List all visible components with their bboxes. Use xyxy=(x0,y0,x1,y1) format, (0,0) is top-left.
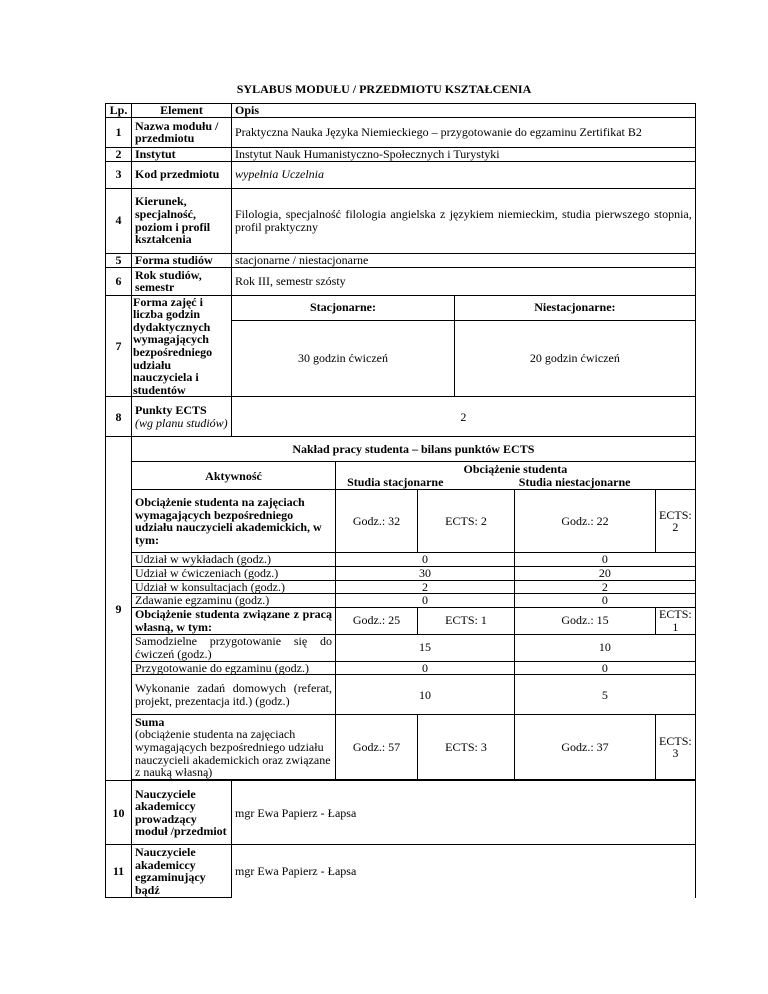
row-number: 10 xyxy=(106,781,132,845)
table-row xyxy=(106,161,696,188)
niestacjonarne-header: Niestacjonarne: xyxy=(455,295,696,320)
contact-item-stac: 2 xyxy=(336,580,515,594)
contact-item-label: Zdawanie egzaminu (godz.) xyxy=(132,594,336,608)
row-element: Nazwa modułu / przedmiotu xyxy=(132,117,232,147)
ects-label: Punkty ECTS xyxy=(135,403,207,418)
niestac-godz: Godz.: 37 xyxy=(515,715,656,780)
niestac-ects: ECTS: 2 xyxy=(656,490,696,553)
header-lp: Lp. xyxy=(106,104,132,118)
self-item-label: Samodzielne przygotowanie się do ćwiczeń (godz.) xyxy=(132,634,336,661)
row-element: Instytut xyxy=(132,147,232,161)
row-number: 4 xyxy=(106,188,132,253)
row-opis: stacjonarne / niestacjonarne xyxy=(232,253,696,267)
suma-cell xyxy=(132,715,336,780)
workload-row xyxy=(106,634,696,661)
table-row xyxy=(106,188,696,253)
row-number: 8 xyxy=(106,397,132,437)
self-item-niestac: 5 xyxy=(515,675,696,715)
row-number: 9 xyxy=(106,437,132,781)
self-label: Obciążenie studenta związane z pracą własną, w tym: xyxy=(132,607,336,634)
self-item-label: Wykonanie zadań domowych (referat, projekt, prezentacja itd.) (godz.) xyxy=(132,675,336,715)
page-title: SYLABUS MODUŁU / PRZEDMIOTU KSZTAŁCENIA xyxy=(236,82,532,96)
suma-note: (obciążenie studenta na zajęciach wymagających bezpośredniego udziału nauczycieli akademickich oraz związane z nauką własną) xyxy=(135,727,331,780)
table-row xyxy=(106,295,696,320)
stac-godz: Godz.: 57 xyxy=(336,715,418,780)
workload-row xyxy=(106,675,696,715)
table-row xyxy=(106,147,696,161)
stacjonarne-value: 30 godzin ćwiczeń xyxy=(232,320,455,397)
table-row xyxy=(106,781,696,845)
contact-item-label: Udział w wykładach (godz.) xyxy=(132,553,336,567)
table-row xyxy=(106,117,696,147)
workload-row xyxy=(106,661,696,675)
row-number: 11 xyxy=(106,845,132,898)
table-row xyxy=(106,845,696,898)
row-number: 7 xyxy=(106,295,132,397)
row-opis: Praktyczna Nauka Języka Niemieckiego – przygotowanie do egzaminu Zertifikat B2 xyxy=(232,117,696,147)
workload-row xyxy=(106,566,696,580)
self-item-stac: 0 xyxy=(336,661,515,675)
row-element: Nauczyciele akademiccy egzaminujący bądź xyxy=(132,845,232,898)
obciazenie-header: Obciążenie studenta xyxy=(336,462,696,476)
workload-row xyxy=(106,594,696,608)
self-item-label: Przygotowanie do egzaminu (godz.) xyxy=(132,661,336,675)
row-number: 2 xyxy=(106,147,132,161)
row-element: Rok studiów, semestr xyxy=(132,267,232,295)
table-row xyxy=(106,253,696,267)
contact-item-label: Udział w konsultacjach (godz.) xyxy=(132,580,336,594)
studia-stacjonarne-header: Studia stacjonarne xyxy=(336,476,455,490)
row-opis: mgr Ewa Papierz - Łapsa xyxy=(232,845,696,898)
contact-item-niestac: 0 xyxy=(515,594,696,608)
stac-godz: Godz.: 25 xyxy=(336,607,418,634)
workload-suma-row xyxy=(106,715,696,780)
niestac-godz: Godz.: 15 xyxy=(515,607,656,634)
contact-item-stac: 0 xyxy=(336,553,515,567)
table-row xyxy=(106,267,696,295)
stacjonarne-header: Stacjonarne: xyxy=(232,295,455,320)
table-row xyxy=(106,397,696,437)
syllabus-table xyxy=(105,103,696,898)
header-row xyxy=(106,104,696,118)
contact-item-niestac: 0 xyxy=(515,553,696,567)
row-number: 1 xyxy=(106,117,132,147)
row-opis: wypełnia Uczelnia xyxy=(232,161,696,188)
niestac-ects: ECTS: 1 xyxy=(656,607,696,634)
row-number: 6 xyxy=(106,267,132,295)
row-element: Forma studiów xyxy=(132,253,232,267)
workload-row xyxy=(106,490,696,553)
niestac-godz: Godz.: 22 xyxy=(515,490,656,553)
workload-title-row xyxy=(106,437,696,462)
workload-row xyxy=(106,580,696,594)
stac-ects: ECTS: 1 xyxy=(418,607,515,634)
row-element xyxy=(132,397,232,437)
contact-item-stac: 30 xyxy=(336,566,515,580)
workload-title: Nakład pracy studenta – bilans punktów ECTS xyxy=(132,437,696,462)
aktywnosc-header: Aktywność xyxy=(132,462,336,490)
workload-row xyxy=(106,553,696,567)
stac-godz: Godz.: 32 xyxy=(336,490,418,553)
contact-item-niestac: 20 xyxy=(515,566,696,580)
row-number: 3 xyxy=(106,161,132,188)
self-item-niestac: 0 xyxy=(515,661,696,675)
contact-item-niestac: 2 xyxy=(515,580,696,594)
contact-item-stac: 0 xyxy=(336,594,515,608)
row-opis: Rok III, semestr szósty xyxy=(232,267,696,295)
contact-label: Obciążenie studenta na zajęciach wymagających bezpośredniego udziału nauczycieli akademickich, w tym: xyxy=(132,490,336,553)
self-item-stac: 10 xyxy=(336,675,515,715)
studia-niestacjonarne-header: Studia niestacjonarne xyxy=(455,476,696,490)
row-opis: 2 xyxy=(232,397,696,437)
row-element: Nauczyciele akademiccy prowadzący moduł /przedmiot xyxy=(132,781,232,845)
row-opis: Instytut Nauk Humanistyczno-Społecznych i Turystyki xyxy=(232,147,696,161)
workload-header-row xyxy=(106,462,696,476)
niestac-ects: ECTS: 3 xyxy=(656,715,696,780)
ects-note: (wg planu studiów) xyxy=(135,415,228,430)
header-element: Element xyxy=(132,104,232,118)
contact-item-label: Udział w ćwiczeniach (godz.) xyxy=(132,566,336,580)
self-item-niestac: 10 xyxy=(515,634,696,661)
stac-ects: ECTS: 2 xyxy=(418,490,515,553)
header-opis: Opis xyxy=(232,104,696,118)
row-opis: Filologia, specjalność filologia angielska z językiem niemieckim, studia pierwszego stopnia, profil praktyczny xyxy=(232,188,696,253)
row-opis: mgr Ewa Papierz - Łapsa xyxy=(232,781,696,845)
workload-row xyxy=(106,607,696,634)
stac-ects: ECTS: 3 xyxy=(418,715,515,780)
row-element: Forma zajęć i liczba godzin dydaktycznych wymagających bezpośredniego udziału nauczyciela i studentów xyxy=(132,295,232,397)
self-item-stac: 15 xyxy=(336,634,515,661)
row-element: Kod przedmiotu xyxy=(132,161,232,188)
row-element: Kierunek, specjalność, poziom i profil kształcenia xyxy=(132,188,232,253)
row-number: 5 xyxy=(106,253,132,267)
niestacjonarne-value: 20 godzin ćwiczeń xyxy=(455,320,696,397)
suma-label: Suma xyxy=(135,714,165,729)
